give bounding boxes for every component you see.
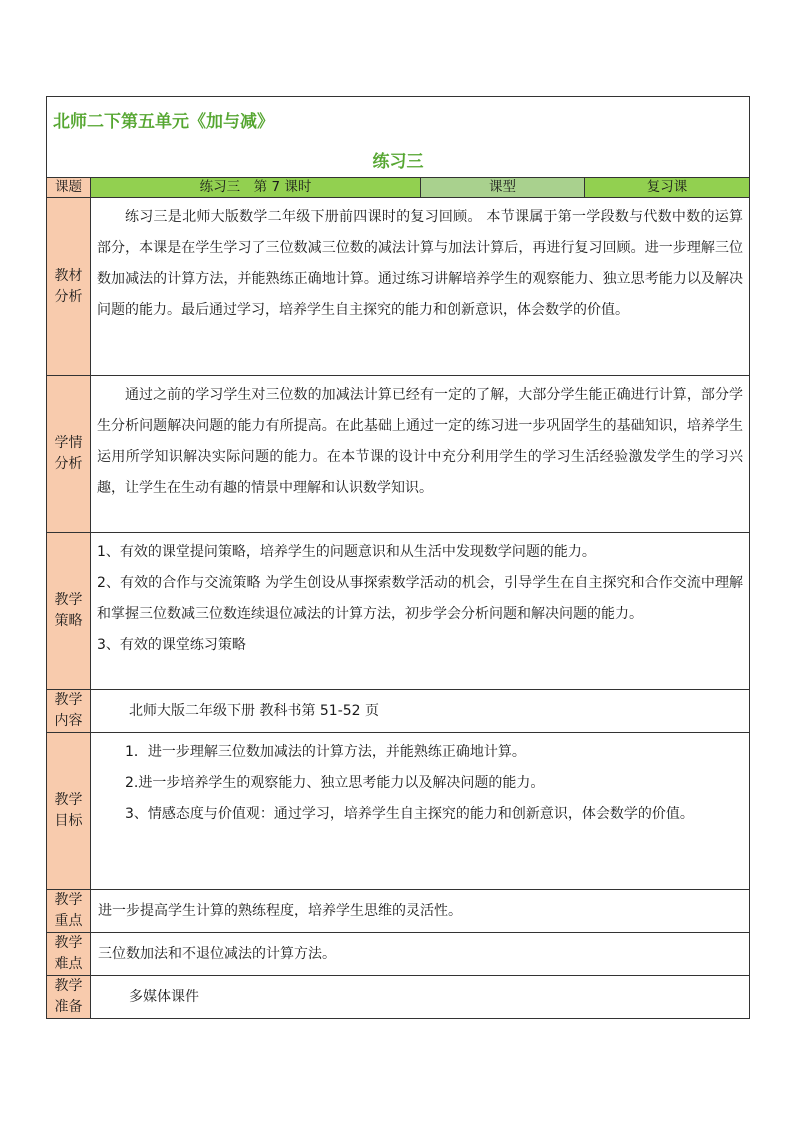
title-cell — [47, 97, 750, 178]
row-label: 教学 重点 — [47, 890, 91, 933]
row-teaching-goals — [47, 733, 750, 890]
type-value: 复习课 — [585, 178, 750, 198]
paragraph: 练习三是北师大版数学二年级下册前四课时的复习回顾。 本节课属于第一学段数与代数中数的运算部分，本课是在学生学习了三位数减三位数的减法计算与加法计算后，再进行复习回顾。进一步理解三位数加减法的计算方法，并能熟练正确地计算。通过练习讲解培养学生的观察能力、独立思考能力以及解决问题的能力。最后通过学习，培养学生自主探究的能力和创新意识，体会数学的价值。 — [97, 209, 743, 318]
row-difficulties — [47, 933, 750, 976]
row-label: 教学 策略 — [47, 533, 91, 690]
paragraph: 通过之前的学习学生对三位数的加减法计算已经有一定的了解，大部分学生能正确进行计算，部分学生分析问题解决问题的能力有所提高。在此基础上通过一定的练习进一步巩固学生的基础知识，培养学生运用所学知识解决实际问题的能力。在本节课的设计中充分利用学生的学习生活经验激发学生的学习兴趣，让学生在生动有趣的情景中理解和认识数学知识。 — [97, 387, 743, 496]
row-content — [91, 533, 750, 690]
paragraph: 2、有效的合作与交流策略 为学生创设从事探索数学活动的机会，引导学生在自主探究和合作交流中理解和掌握三位数减三位数连续退位减法的计算方法，初步学会分析问题和解决问题的能力。 — [97, 575, 743, 622]
row-label: 学情 分析 — [47, 376, 91, 533]
header-row — [47, 178, 750, 198]
lesson-plan-sheet — [46, 96, 749, 1019]
row-label: 教学 目标 — [47, 733, 91, 890]
row-content — [91, 690, 750, 733]
document-title: 北师二下第五单元《加与减》 — [53, 112, 274, 132]
row-teaching-strategy — [47, 533, 750, 690]
topic-label: 课题 — [47, 178, 91, 198]
row-label: 教学 准备 — [47, 976, 91, 1019]
paragraph: 北师大版二年级下册 教科书第 51-52 页 — [129, 703, 380, 719]
paragraph: 多媒体课件 — [129, 989, 199, 1005]
row-content — [91, 890, 750, 933]
row-textbook-analysis — [47, 198, 750, 376]
paragraph: 1．进一步理解三位数加减法的计算方法，并能熟练正确地计算。 — [125, 744, 526, 760]
row-label: 教学 内容 — [47, 690, 91, 733]
type-label: 课型 — [421, 178, 585, 198]
row-teaching-content — [47, 690, 750, 733]
row-label: 教材 分析 — [47, 198, 91, 376]
paragraph: 2.进一步培养学生的观察能力、独立思考能力以及解决问题的能力。 — [125, 775, 545, 791]
row-content — [91, 376, 750, 533]
row-content — [91, 976, 750, 1019]
row-content — [91, 198, 750, 376]
paragraph: 进一步提高学生计算的熟练程度，培养学生思维的灵活性。 — [98, 903, 462, 919]
row-content — [91, 933, 750, 976]
paragraph: 3、情感态度与价值观：通过学习，培养学生自主探究的能力和创新意识，体会数学的价值。 — [125, 806, 694, 822]
row-label: 教学 难点 — [47, 933, 91, 976]
row-content — [91, 733, 750, 890]
row-student-analysis — [47, 376, 750, 533]
paragraph: 1、有效的课堂提问策略，培养学生的问题意识和从生活中发现数学问题的能力。 — [97, 544, 596, 560]
topic-value: 练习三 第 7 课时 — [91, 178, 421, 198]
document-subtitle: 练习三 — [372, 152, 424, 172]
paragraph: 三位数加法和不退位减法的计算方法。 — [98, 946, 336, 962]
row-key-points — [47, 890, 750, 933]
lesson-plan-table — [46, 96, 750, 1019]
row-preparation — [47, 976, 750, 1019]
paragraph: 3、有效的课堂练习策略 — [97, 637, 246, 653]
